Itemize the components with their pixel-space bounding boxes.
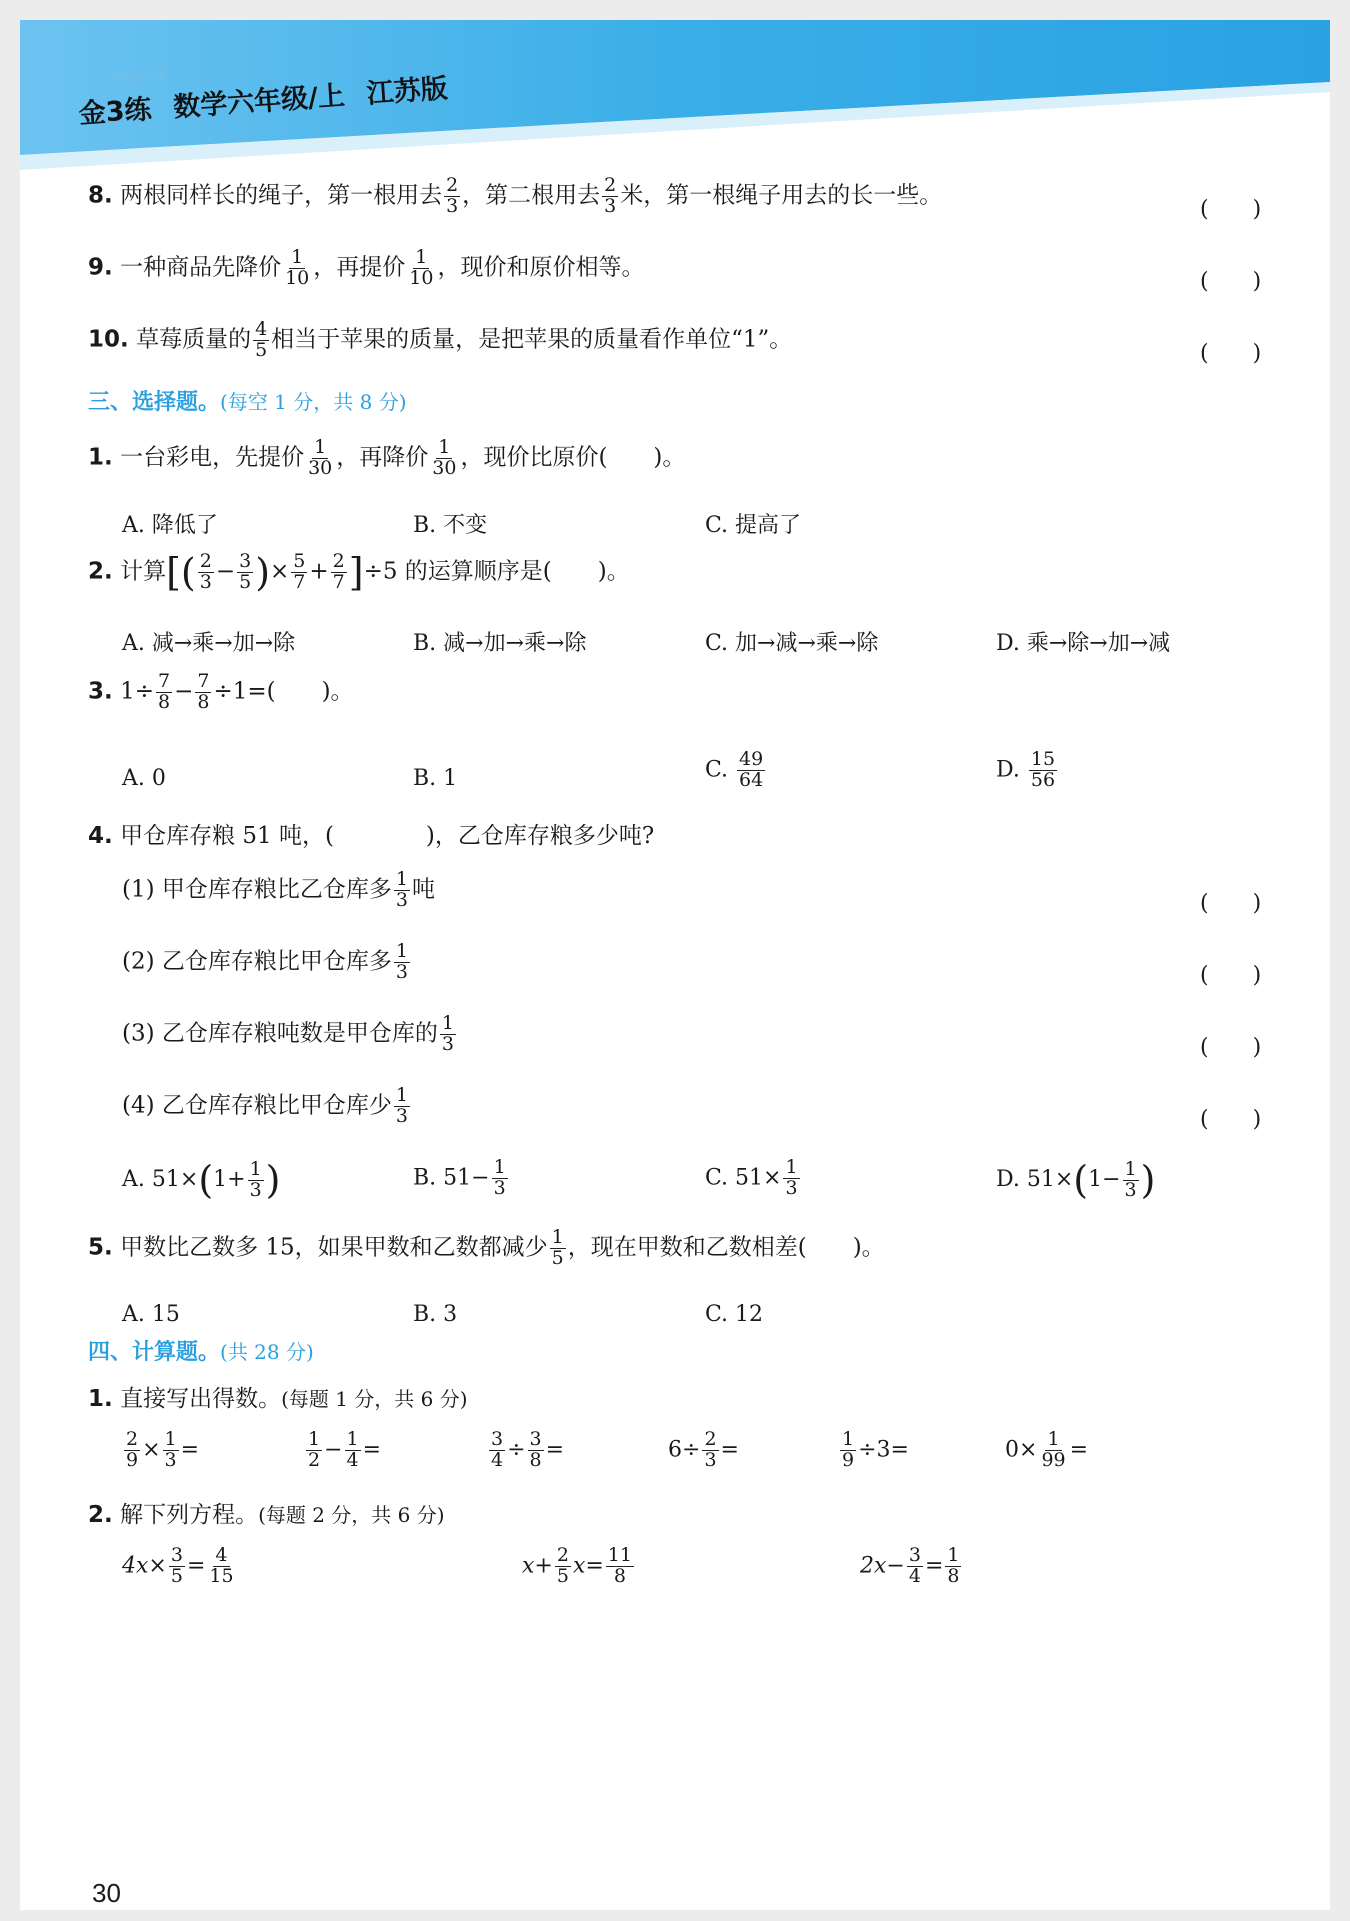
q4-condition-3: (3) 乙仓库存粮吨数是甲仓库的 $\frac{1}{3}$ [122, 1012, 454, 1055]
fraction: $\frac{1}{30}$ [308, 436, 333, 479]
fraction: $\frac{1}{3}$ [164, 1428, 177, 1471]
brand-name: 金3练 [77, 93, 153, 131]
q2-option-a[interactable]: A. 减→乘→加→除 [122, 631, 296, 656]
fraction: $\frac{3}{5}$ [170, 1544, 183, 1587]
fraction: $\frac{1}{3}$ [249, 1157, 262, 1201]
fraction: $\frac{3}{5}$ [239, 550, 252, 593]
section-4-heading: 四、计算题。(共 28 分) [88, 1340, 314, 1365]
fraction: $\frac{2}{3}$ [446, 174, 459, 217]
answer-paren-9[interactable]: ( ) [1200, 269, 1262, 294]
fraction: $\frac{1}{3}$ [395, 940, 408, 983]
q3-option-a[interactable]: A. 0 [122, 766, 166, 791]
answer-paren-4-4[interactable]: ( ) [1200, 1107, 1262, 1132]
fraction: $\frac{1}{3}$ [493, 1156, 506, 1199]
fraction: $\frac{2}{7}$ [332, 550, 345, 593]
fraction: $\frac{3}{4}$ [491, 1428, 504, 1471]
q2-option-b[interactable]: B. 减→加→乘→除 [413, 631, 587, 656]
fraction: $\frac{7}{8}$ [197, 670, 210, 713]
worksheet-page [20, 20, 1330, 1910]
fraction: $\frac{4}{15}$ [209, 1544, 234, 1587]
choice-question-4: 4. 甲仓库存粮 51 吨，( )，乙仓库存粮多少吨? [88, 823, 655, 849]
fraction: $\frac{2}{9}$ [126, 1428, 139, 1471]
calc-item-3: $\frac{3}{4}$ ÷ $\frac{3}{8}$ = [491, 1428, 565, 1471]
answer-paren-4-2[interactable]: ( ) [1200, 963, 1262, 988]
subject-name: 数学六年级/上 [172, 80, 346, 124]
fraction: $\frac{1}{8}$ [947, 1544, 960, 1587]
question-8: 8. 两根同样长的绳子，第一根用去 $\frac{2}{3}$ ，第二根用去 $\frac{2}{3}$ 米，第一根绳子用去的长一些。 [88, 174, 943, 217]
fraction: $\frac{1}{10}$ [285, 246, 310, 289]
fraction: $\frac{1}{3}$ [395, 1084, 408, 1127]
fraction: $\frac{1}{3}$ [1124, 1157, 1137, 1201]
fraction: $\frac{4}{5}$ [255, 318, 268, 361]
q4-condition-2: (2) 乙仓库存粮比甲仓库多 $\frac{1}{3}$ [122, 940, 408, 983]
question-9: 9. 一种商品先降价 $\frac{1}{10}$ ，再提价 $\frac{1}{10}$ ，现价和原价相等。 [88, 246, 645, 289]
choice-question-1: 1. 一台彩电，先提价 $\frac{1}{30}$ ，再降价 $\frac{1}{30}$ ，现价比原价( )。 [88, 436, 686, 479]
calc-question-1: 1. 直接写出得数。(每题 1 分，共 6 分) [88, 1386, 468, 1412]
edition-name: 江苏版 [365, 73, 449, 110]
equation-3: 2x− $\frac{3}{4}$ = $\frac{1}{8}$ [860, 1544, 960, 1587]
fraction: $\frac{1}{99}$ [1041, 1428, 1066, 1471]
header-small-text: 解题提示助 [111, 68, 168, 85]
q4-option-a[interactable]: A. 51×(1+ $\frac{1}{3}$ ) [122, 1157, 281, 1202]
fraction: $\frac{1}{5}$ [551, 1226, 564, 1269]
q4-condition-1: (1) 甲仓库存粮比乙仓库多 $\frac{1}{3}$ 吨 [122, 868, 435, 911]
choice-question-5: 5. 甲数比乙数多 15，如果甲数和乙数都减少 $\frac{1}{5}$ ，现在甲数和乙数相差( )。 [88, 1226, 885, 1269]
fraction: $\frac{2}{3}$ [604, 174, 617, 217]
fraction: $\frac{5}{7}$ [293, 550, 306, 593]
q5-option-b[interactable]: B. 3 [413, 1302, 458, 1327]
choice-question-3: 3. 1÷ $\frac{7}{8}$ − $\frac{7}{8}$ ÷1=( )。 [88, 670, 354, 713]
calc-item-1: $\frac{2}{9}$ × $\frac{1}{3}$ = [126, 1428, 200, 1471]
answer-paren-4-3[interactable]: ( ) [1200, 1035, 1262, 1060]
q1-option-b[interactable]: B. 不变 [413, 513, 488, 538]
fraction: $\frac{1}{9}$ [842, 1428, 855, 1471]
fraction: $\frac{1}{4}$ [346, 1428, 359, 1471]
fraction: $\frac{2}{3}$ [199, 550, 212, 593]
fraction: $\frac{3}{8}$ [529, 1428, 542, 1471]
q3-option-c[interactable]: C. $\frac{49}{64}$ [705, 748, 764, 791]
fraction: $\frac{11}{8}$ [607, 1544, 632, 1587]
calc-question-2: 2. 解下列方程。(每题 2 分，共 6 分) [88, 1502, 445, 1528]
fraction: $\frac{15}{56}$ [1030, 748, 1056, 791]
equation-2: x+ $\frac{2}{5}$ x= $\frac{11}{8}$ [522, 1544, 632, 1587]
q4-option-b[interactable]: B. 51− $\frac{1}{3}$ [413, 1156, 506, 1199]
calc-item-2: $\frac{1}{2}$ − $\frac{1}{4}$ = [308, 1428, 382, 1471]
choice-question-2: 2. 计算[( $\frac{2}{3}$ − $\frac{3}{5}$ )× $\frac{5}{7}$ + $\frac{2}{7}$ ]÷5 的运算顺序是( )。 [88, 550, 630, 595]
answer-paren-10[interactable]: ( ) [1200, 341, 1262, 366]
answer-paren-4-1[interactable]: ( ) [1200, 891, 1262, 916]
fraction: $\frac{1}{3}$ [395, 868, 408, 911]
fraction: $\frac{2}{3}$ [704, 1428, 717, 1471]
calc-item-4: 6÷ $\frac{2}{3}$ = [668, 1428, 739, 1471]
fraction: $\frac{49}{64}$ [739, 748, 764, 791]
fraction: $\frac{1}{3}$ [441, 1012, 454, 1055]
question-10: 10. 草莓质量的 $\frac{4}{5}$ 相当于苹果的质量，是把苹果的质量看作单位“1”。 [88, 318, 793, 361]
q2-option-d[interactable]: D. 乘→除→加→减 [996, 631, 1171, 656]
q4-option-c[interactable]: C. 51× $\frac{1}{3}$ [705, 1156, 798, 1199]
calc-item-6: 0× $\frac{1}{99}$ = [1005, 1428, 1089, 1471]
q4-condition-4: (4) 乙仓库存粮比甲仓库少 $\frac{1}{3}$ [122, 1084, 408, 1127]
answer-paren-8[interactable]: ( ) [1200, 197, 1262, 222]
q3-option-d[interactable]: D. $\frac{15}{56}$ [996, 748, 1056, 791]
fraction: $\frac{1}{30}$ [432, 436, 457, 479]
q3-option-b[interactable]: B. 1 [413, 766, 458, 791]
equation-1: 4x× $\frac{3}{5}$ = $\frac{4}{15}$ [122, 1544, 234, 1587]
calc-item-5: $\frac{1}{9}$ ÷3= [842, 1428, 909, 1471]
q5-option-a[interactable]: A. 15 [122, 1302, 180, 1327]
fraction: $\frac{1}{10}$ [409, 246, 434, 289]
q1-option-a[interactable]: A. 降低了 [122, 513, 218, 538]
fraction: $\frac{1}{3}$ [785, 1156, 798, 1199]
fraction: $\frac{3}{4}$ [908, 1544, 921, 1587]
page-number: 30 [92, 1878, 121, 1908]
fraction: $\frac{2}{5}$ [556, 1544, 569, 1587]
fraction: $\frac{1}{2}$ [308, 1428, 321, 1471]
fraction: $\frac{7}{8}$ [157, 670, 171, 713]
section-3-heading: 三、选择题。(每空 1 分，共 8 分) [88, 390, 407, 415]
q1-option-c[interactable]: C. 提高了 [705, 513, 802, 538]
q5-option-c[interactable]: C. 12 [705, 1302, 764, 1327]
q2-option-c[interactable]: C. 加→减→乘→除 [705, 631, 879, 656]
q4-option-d[interactable]: D. 51×(1− $\frac{1}{3}$ ) [996, 1157, 1156, 1202]
